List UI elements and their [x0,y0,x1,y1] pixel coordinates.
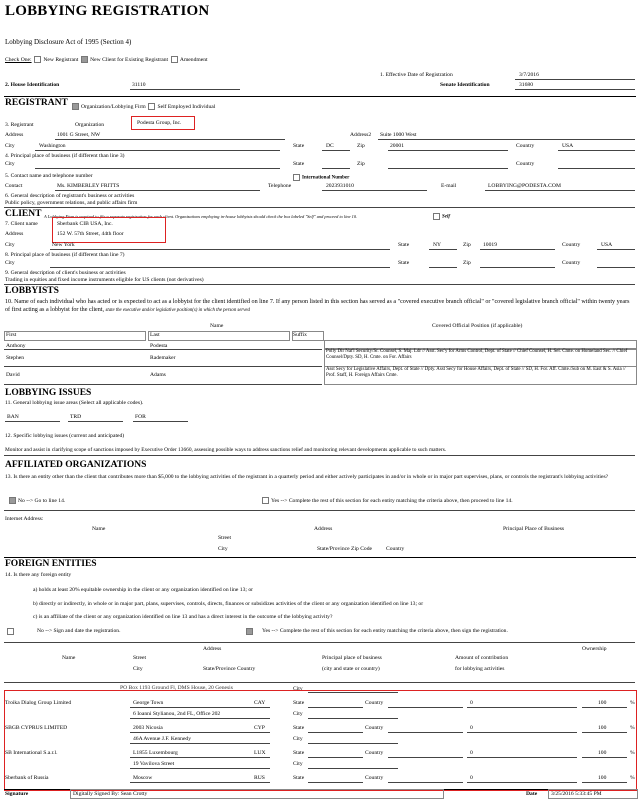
principal-place-label: 4. Principal place of business (if different than line 3) [5,153,125,159]
foreign-entity-amount: 0 [470,775,473,781]
percent-sign: % [630,775,635,781]
client-general-value: Trading in equities and fixed income instruments eligible for US clients (not derivatives) [5,277,204,283]
foreign-entity-amount: 0 [470,700,473,706]
client-country-label: Country [562,242,581,248]
email-label: E-mail [441,183,457,189]
house-id-label: 2. House Identification [5,82,60,88]
client-state-label: State [398,242,410,248]
amendment-label: Amendment [179,56,208,63]
foreign-entity-country: LUX [254,750,266,756]
foreign-opt-a: a) holds at least 20% equitable ownership in the client or any organization identified on line 13; or [33,587,254,593]
foreign-entity-country: CYP [254,725,265,731]
foreign-amount-sub: for lobbying activities [455,666,505,672]
client-address-value: 152 W. 57th Street, 44th floor [57,231,124,237]
client-state-value: NY [433,242,442,248]
affiliated-no-label: No --> Go to line 14. [18,497,66,504]
first-header: First [6,332,17,338]
address-label: Address [5,132,24,138]
foreign-city-word: City [293,736,303,742]
lobbyist-last: Podesta [150,343,168,349]
telephone-value: 2023931010 [326,183,354,189]
signature-label: Signature [5,791,29,797]
lobbyist-position: Polly Dir Nat'l Security/Sr. Counsel, S. Maj. Ldr // Asst. Sec'y for Arms Control, Dept. of State // Chief Counsel, H. Sel. Cmte. on Homeland Sec. // Chief Counsel/Dpty. SD, H. Cmte. on For. Affairs [326,349,628,360]
affiliated-question: 13. Is there an entity other than the client that contributes more than $5,000 to the lobbying activities of the registrant in a quarterly period and either actively participates in and/or in whole or in major part supervises, plans, or controls the registrant's lobbying activities? [5,474,609,480]
contact-label: Contact [5,183,23,189]
country-label: Country [516,143,535,149]
client-country-value: USA [601,242,613,248]
issues-general-label: 11. General lobbying issue areas (Select all applicable codes). [5,400,144,406]
lobbyist-last: Adams [150,372,166,378]
lobbyist-last: Rademaker [150,355,176,361]
city-value: Washington [39,143,66,149]
foreign-entity-city: 2003 Nicosia [133,725,163,731]
zip-label-2: Zip [357,161,365,167]
issue-code: FOR [135,414,146,420]
affiliated-yes-label: Yes --> Complete the rest of this section for each entity matching the criteria above, then proceed to line 14. [271,497,513,504]
affiliated-no-checkbox[interactable] [9,497,16,504]
registrant-general-value: Public policy, government relations, and public affairs firm [5,200,138,206]
foreign-ppb-sub: (city and state or country) [322,666,380,672]
registrant-label: 3. Registrant [5,122,34,128]
affiliated-city-header: City [218,546,228,552]
client-note: A Lobbying Firm is required to file a separate registration for each client. Organizations employing in-house lobbyists should check the box labeled "Self" and proceed to line 10. [44,214,358,219]
affiliated-ppb-header: Principal Place of Business [503,526,565,532]
issue-code: BAN [7,414,19,420]
foreign-no-label: No --> Sign and date the registration. [37,628,121,634]
registrant-heading: REGISTRANT [5,98,68,108]
telephone-label: Telephone [268,183,292,189]
suffix-header: Suffix [293,332,307,338]
new-client-label: New Client for Existing Registrant [90,56,169,63]
client-zip-label: Zip [463,242,471,248]
foreign-state-word: State [293,775,305,781]
foreign-entity-amount: 0 [470,725,473,731]
org-firm-label: Organization/Lobbying Firm [81,103,146,110]
lobbyist-first: Anthony [6,343,26,349]
foreign-yes-checkbox[interactable] [246,628,253,635]
percent-sign: % [630,750,635,756]
affiliated-statezip-header: State/Province Zip Code [317,546,372,552]
affiliated-name-header: Name [92,526,106,532]
percent-sign: % [630,725,635,731]
foreign-name-header: Name [62,655,76,661]
client-zip-value: 10019 [483,242,497,248]
foreign-entity-name: Sberbank of Russia [5,775,49,781]
foreign-entity-country: RUS [254,775,265,781]
self-checkbox[interactable] [433,213,440,220]
effective-date-value: 3/7/2016 [519,72,539,78]
foreign-state-word: State [293,725,305,731]
address2-value: Suite 1000 West [380,132,417,138]
client-state-label-2: State [398,260,410,266]
client-name-label: 7. Client name [5,221,38,227]
foreign-entity-next-street: 19 Vavilova Street [133,761,175,767]
internet-address-label: Internet Address: [5,516,44,522]
lobbyist-first: David [6,372,20,378]
foreign-ppb-header: Principal place of business [322,655,382,661]
affiliated-yes-checkbox[interactable] [262,497,269,504]
lobbyists-instructions [5,298,635,315]
email-value: LOBBYING@PODESTA.COM [488,183,561,189]
amendment-checkbox[interactable] [171,56,178,63]
foreign-yes-label: Yes --> Complete the rest of this section for each entity matching the criteria above, then sign the registration. [262,628,508,634]
new-registrant-label: New Registrant [43,56,79,63]
lobbyist-name-header: Name [210,323,224,329]
date-value: 3/25/2016 5:33:45 PM [551,791,602,797]
country-label-2: Country [516,161,535,167]
client-city-label: City [5,242,15,248]
house-id-value: 31110 [132,82,146,88]
foreign-amount-header: Amount of contribution [455,655,509,661]
state-value: DC [326,143,334,149]
city-label: City [5,143,15,149]
foreign-country-word: Country [365,700,384,706]
organization-label: Organization [75,122,105,128]
foreign-opt-b: b) directly or indirectly, in whole or in major part, plans, supervises, controls, directs, finances or subsidizes activities of the client or any organization identified on line 13; or [33,601,424,607]
state-label: State [293,143,305,149]
contact-header: 5. Contact name and telephone number [5,173,93,179]
foreign-country-word: Country [365,775,384,781]
self-employed-label: Self Employed Individual [157,103,216,110]
foreign-state-word: State [293,700,305,706]
foreign-entity-ownership: 100 [598,750,607,756]
self-label: Self [442,214,451,220]
issues-heading: LOBBYING ISSUES [5,388,92,398]
client-heading: CLIENT [5,209,42,219]
issues-specific-value: Monitor and assist in clarifying scope of sanctions imposed by Executive Order 13660, assessing possible ways to address sanctions relief and monitoring relevant developments applicable to such matters. [5,447,447,453]
last-header: Last [150,332,160,338]
client-city-value: New York [52,242,75,248]
foreign-city-word: City [293,686,303,692]
city-label-2: City [5,161,15,167]
foreign-city-header: City [133,666,143,672]
address-value: 1001 G Street, NW [57,132,101,138]
date-label: Date [526,791,538,797]
foreign-entity-country: CAY [254,700,266,706]
client-general-label: 9. General description of client's business or activities [5,270,126,276]
foreign-state-word: State [293,750,305,756]
client-principal-label: 8. Principal place of business (if different than line 7) [5,252,125,258]
foreign-country-word: Country [365,725,384,731]
foreign-entity-next-street: 46A Avenue J.F. Kennedy [133,736,192,742]
foreign-city-word: City [293,761,303,767]
lobbyist-first: Stephen [6,355,25,361]
foreign-entity-name: SB International S.a.r.l. [5,750,58,756]
affiliated-address-header: Address [314,526,333,532]
foreign-country-word: Country [365,750,384,756]
lobbyists-instructions-italic: state the executive and/or legislative position(s) in which the person served [105,308,250,314]
percent-sign: % [630,700,635,706]
address2-label: Address2 [350,132,372,138]
foreign-state-country-header: State/Province Country [203,666,256,672]
lobbyist-position: Asst Secy for Legislative Affairs, Dept. of State // Dpty. Asst Secy for House Affairs, Dept. of State // SD, H. For. Aff. Cmte./Sub on M. East & S. Asia // Prof. Staff, H. Foreign Affairs Cmte. [326,367,626,378]
zip-value: 20001 [390,143,404,149]
org-firm-checkbox[interactable] [72,103,79,110]
registrant-general-label: 6. General description of registrant's business or activities [5,193,135,199]
foreign-entity-ownership: 100 [598,725,607,731]
affiliated-heading: AFFILIATED ORGANIZATIONS [5,460,147,470]
new-client-checkbox[interactable] [81,56,88,63]
intl-number-label: International Number [302,175,350,181]
lobbyists-heading: LOBBYISTS [5,286,59,296]
client-country-label-2: Country [562,260,581,266]
foreign-heading: FOREIGN ENTITIES [5,559,97,569]
foreign-entity-ownership: 100 [598,700,607,706]
form-title: LOBBYING REGISTRATION [5,3,210,19]
foreign-entity-city: Moscow [133,775,153,781]
effective-date-label: 1. Effective Date of Registration [380,72,453,78]
foreign-entity-city: L1855 Luxembourg [133,750,178,756]
senate-id-label: Senate Identification [440,82,490,88]
country-value: USA [562,143,574,149]
foreign-entity-ownership: 100 [598,775,607,781]
foreign-question: 14. Is there any foreign entity [5,572,72,578]
foreign-address-header: Address [203,646,222,652]
registrant-org-value: Podesta Group, Inc. [137,120,182,126]
foreign-city-word: City [293,711,303,717]
foreign-entity-name: Troika Dialog Group Limited [5,700,72,706]
self-employed-checkbox[interactable] [148,103,155,110]
senate-id-value: 31680 [519,82,533,88]
form-subtitle: Lobbying Disclosure Act of 1995 (Section 4) [5,38,132,46]
zip-label: Zip [357,143,365,149]
affiliated-street-header: Street [218,535,232,541]
contact-value: Ms. KIMBERLEY FRITTS [57,183,120,189]
intl-number-checkbox[interactable] [293,174,300,181]
foreign-entity-next-street: 6 Ioanni Stylianou, 2nd FL, Office 202 [133,711,221,717]
foreign-no-checkbox[interactable] [7,628,14,635]
foreign-top-street: PO Box 1193 Ground Fl, DMS House, 20 Genesis [120,685,233,691]
affiliated-country-header: Country [386,546,405,552]
foreign-street-header: Street [133,655,147,661]
client-city-label-2: City [5,260,15,266]
signature-value: Digitally Signed By: Sean Crotty [73,791,148,797]
issue-code: TRD [70,414,82,420]
foreign-opt-c: c) is an affiliate of the client or any organization identified on line 13 and has a direct interest in the outcome of the lobbying activity? [33,614,333,620]
check-one-label: Check One: [5,56,32,63]
client-zip-label-2: Zip [463,260,471,266]
foreign-entity-name: SBGB CYPRUS LIMITED [5,725,68,731]
lobbyists-instructions-text: 10. Name of each individual who has acted or is expected to act as a lobbyist for the client identified on line 7. If any person listed in this section has served as a "covered executive branch official" or "covered legislative branch official" within twenty years of first acting as a lobbyist for the client, [5,299,630,314]
covered-position-header: Covered Official Position (if applicable) [432,323,523,329]
foreign-ownership-header: Ownership [582,646,607,652]
foreign-entity-amount: 0 [470,750,473,756]
state-label-2: State [293,161,305,167]
foreign-entity-city: George Town [133,700,164,706]
client-name-value: Sberbank CIB USA, Inc. [57,221,113,227]
issues-specific-label: 12. Specific lobbying issues (current and anticipated) [5,433,125,439]
new-registrant-checkbox[interactable] [34,56,41,63]
client-address-label: Address [5,231,24,237]
